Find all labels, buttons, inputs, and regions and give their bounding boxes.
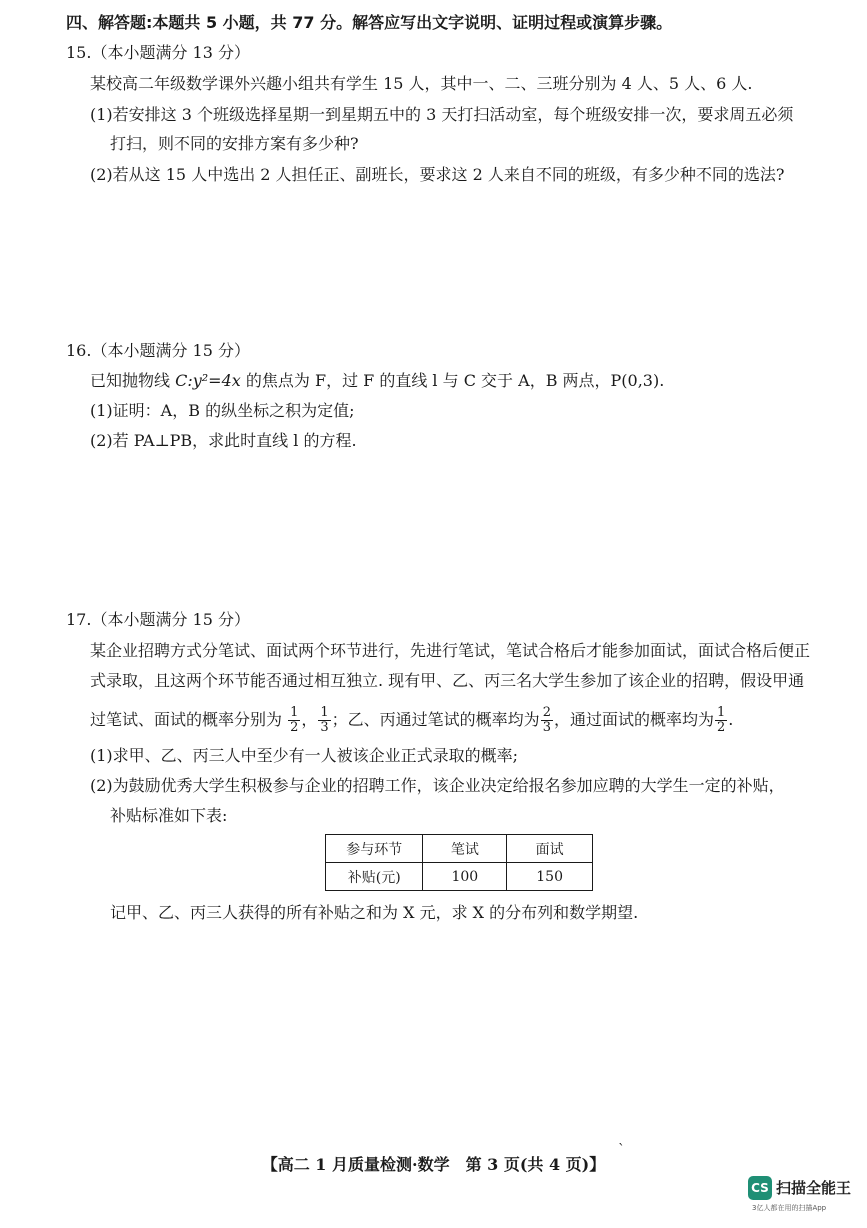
q17-sep: ， xyxy=(301,710,318,729)
q15-part2: (2)若从这 15 人中选出 2 人担任正、副班长，要求这 2 人来自不同的班级，有多少种不同的选法? xyxy=(90,165,785,184)
q16-stem-a: 已知抛物线 xyxy=(90,371,176,390)
q16-stem xyxy=(90,370,664,392)
fraction-1: $\frac{1}{2}$ xyxy=(290,705,299,735)
q17-closing: 记甲、乙、丙三人获得的所有补贴之和为 X 元，求 X 的分布列和数学期望. xyxy=(110,903,639,922)
q17-line1: 某企业招聘方式分笔试、面试两个环节进行，先进行笔试，笔试合格后才能参加面试，面试合格后便正 xyxy=(90,641,811,660)
section-title: 四、解答题:本题共 5 小题，共 77 分。解答应写出文字说明、证明过程或演算步骤。 xyxy=(66,13,673,32)
q16-header: 16.（本小题满分 15 分） xyxy=(66,341,250,360)
subsidy-table xyxy=(325,834,593,891)
table-header-cell: 笔试 xyxy=(423,835,507,863)
table-cell: 100 xyxy=(423,863,507,891)
q15-part1-line2: 打扫，则不同的安排方案有多少种? xyxy=(110,134,359,153)
fraction-2: $\frac{1}{3}$ xyxy=(320,705,329,735)
table-cell: 150 xyxy=(507,863,593,891)
q17-line3 xyxy=(90,704,733,736)
stray-mark: ` xyxy=(618,1142,625,1158)
fraction-4: $\frac{1}{2}$ xyxy=(716,705,726,735)
table-header-cell: 面试 xyxy=(507,835,593,863)
q17-part2-line2: 补贴标准如下表: xyxy=(110,806,228,825)
q16-part2: (2)若 PA⊥PB，求此时直线 l 的方程. xyxy=(90,431,357,450)
q17-line3-a: 过笔试、面试的概率分别为 xyxy=(90,710,288,729)
q17-part2-line1: (2)为鼓励优秀大学生积极参与企业的招聘工作，该企业决定给报名参加应聘的大学生一定的补贴， xyxy=(90,776,785,795)
camscanner-tagline: 3亿人都在用的扫描App xyxy=(752,1204,827,1212)
q17-part1: (1)求甲、乙、丙三人中至少有一人被该企业正式录取的概率; xyxy=(90,746,519,765)
camscanner-name: 扫描全能王 xyxy=(776,1179,852,1197)
q15-part1-line1: (1)若安排这 3 个班级选择星期一到星期五中的 3 天打扫活动室，每个班级安排一次，要求周五必须 xyxy=(90,105,794,124)
q15-stem: 某校高二年级数学课外兴趣小组共有学生 15 人，其中一、二、三班分别为 4 人、5 人、6 人. xyxy=(90,74,753,93)
table-row xyxy=(326,863,593,891)
table-header-cell: 参与环节 xyxy=(326,835,423,863)
camscanner-logo-icon: CS xyxy=(748,1176,772,1200)
q17-header: 17.（本小题满分 15 分） xyxy=(66,610,250,629)
q17-line2: 式录取，且这两个环节能否通过相互独立. 现有甲、乙、丙三名大学生参加了该企业的招聘，假设甲通 xyxy=(90,671,805,690)
q17-line3-d: . xyxy=(728,710,734,729)
q17-line3-b: ；乙、丙通过笔试的概率均为 xyxy=(331,710,540,729)
q16-parabola-equation: C:y²=4x xyxy=(175,371,241,390)
fraction-3: $\frac{2}{3}$ xyxy=(542,705,551,735)
page-footer: 【高二 1 月质量检测·数学 第 3 页(共 4 页)】 xyxy=(261,1155,606,1174)
q16-part1: (1)证明：A，B 的纵坐标之积为定值; xyxy=(90,401,355,420)
q16-stem-b: 的焦点为 F，过 F 的直线 l 与 C 交于 A，B 两点，P(0,3). xyxy=(240,371,665,390)
table-cell: 补贴(元) xyxy=(326,863,423,891)
table-header-row xyxy=(326,835,593,863)
q15-header: 15.（本小题满分 13 分） xyxy=(66,43,250,62)
q17-line3-c: ，通过面试的概率均为 xyxy=(553,710,714,729)
